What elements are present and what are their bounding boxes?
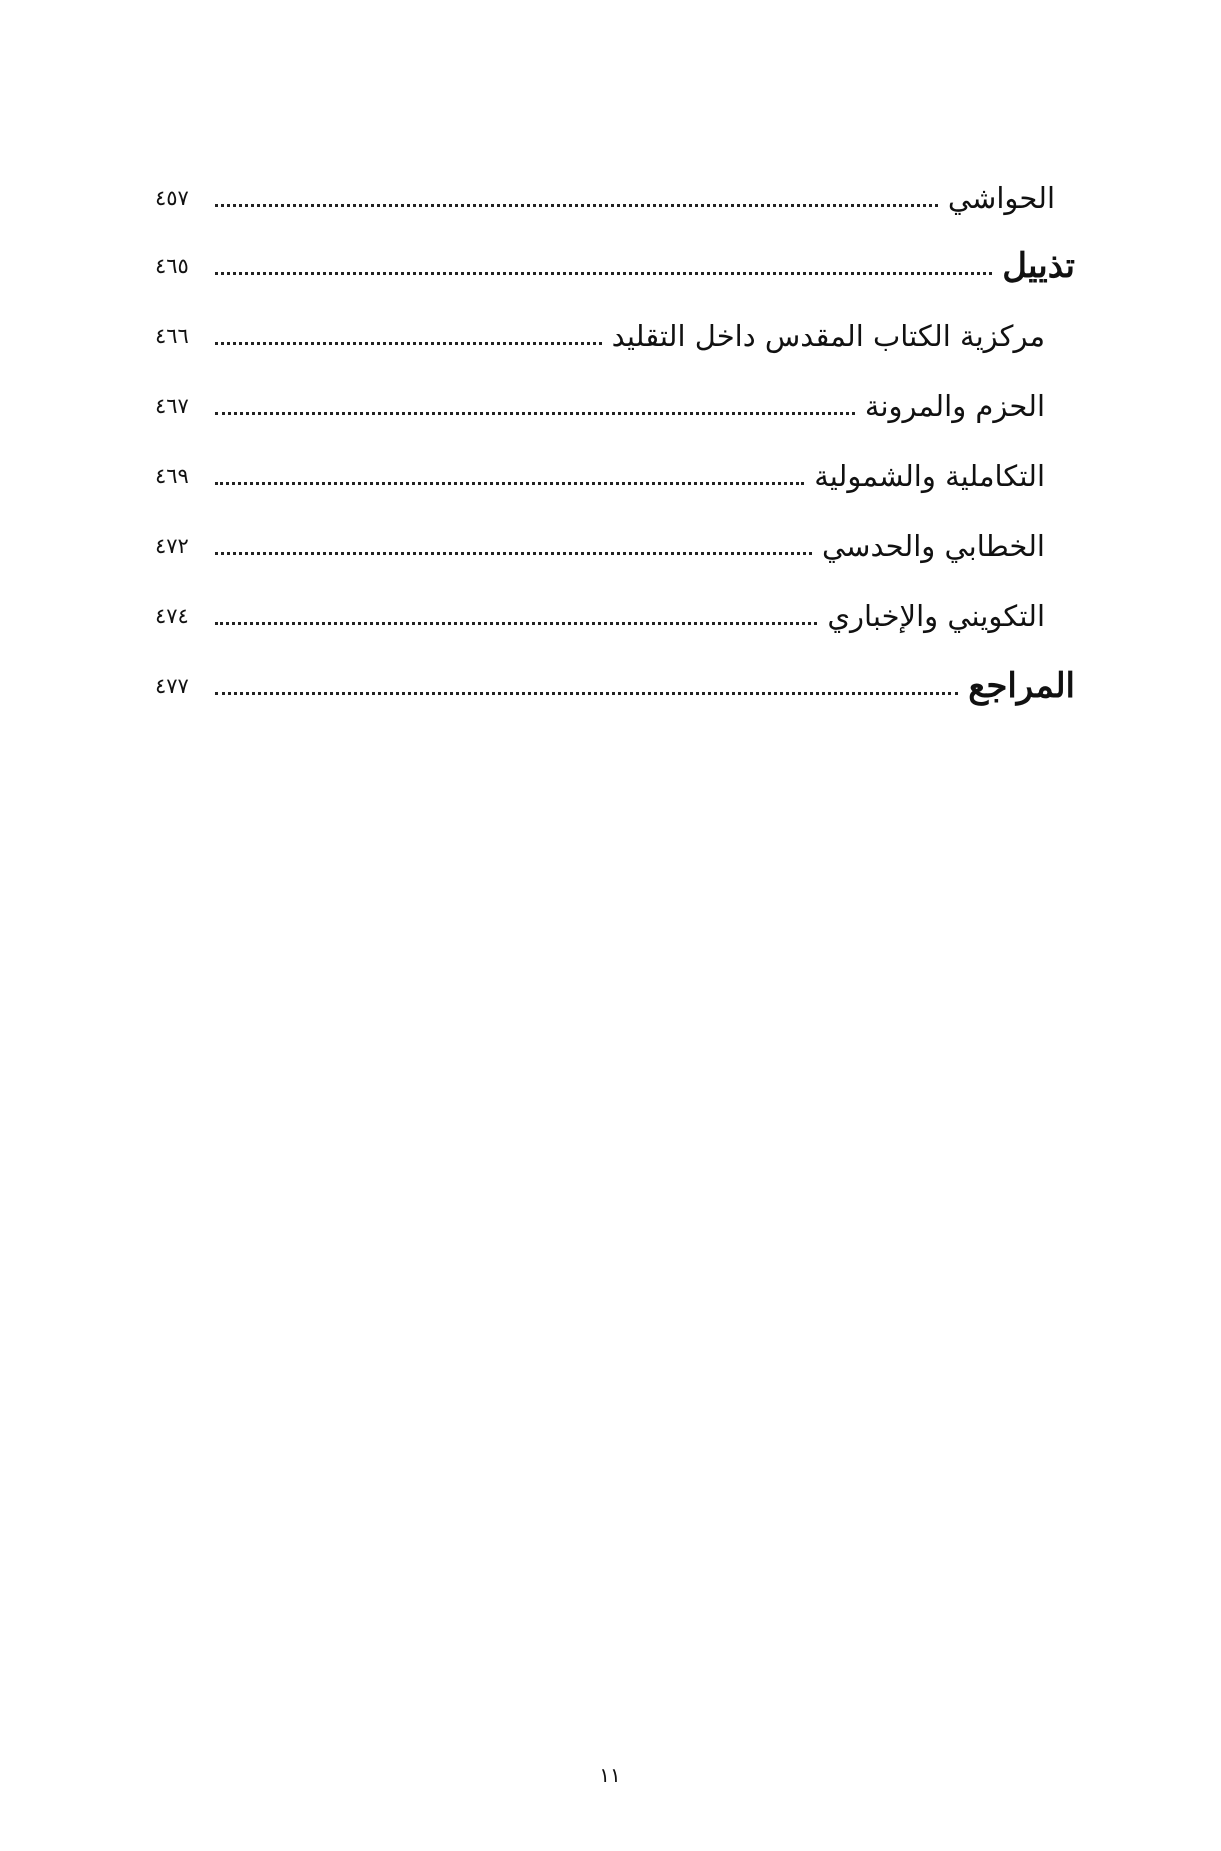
dot-leader: [215, 204, 938, 207]
toc-entry-bible-centrality: [155, 300, 1075, 356]
toc-entry-page: ٤٧٤: [155, 604, 189, 628]
toc-entry-footnotes: [155, 162, 1075, 218]
dot-leader: [215, 692, 958, 695]
toc-entry-label: تذييل: [1002, 246, 1075, 286]
toc-entry-page: ٤٦٦: [155, 324, 189, 348]
toc-entry-page: ٤٥٧: [155, 186, 189, 210]
toc-entry-page: ٤٦٧: [155, 394, 189, 418]
toc-entry-label: التكاملية والشمولية: [814, 459, 1045, 493]
toc-entry-page: ٤٧٧: [155, 674, 189, 698]
dot-leader: [215, 412, 855, 415]
dot-leader: [215, 622, 817, 625]
toc-entry-page: ٤٧٢: [155, 534, 189, 558]
toc-entry-firmness-flexibility: [155, 370, 1075, 426]
toc-entry-references: [155, 650, 1075, 706]
dot-leader: [215, 272, 992, 275]
toc-entry-label: الحزم والمرونة: [864, 389, 1045, 423]
dot-leader: [215, 552, 812, 555]
toc-entry-label: الحواشي: [947, 181, 1055, 215]
toc-entry-label: مركزية الكتاب المقدس داخل التقليد: [611, 319, 1045, 353]
toc-entry-page: ٤٦٩: [155, 464, 189, 488]
dot-leader: [215, 482, 804, 485]
toc-entry-appendix: [155, 230, 1075, 286]
page-number: ١١: [599, 1763, 621, 1787]
toc-entry-label: المراجع: [968, 666, 1075, 706]
toc-entry-rhetorical-intuitive: [155, 510, 1075, 566]
dot-leader: [215, 342, 602, 345]
toc-entry-label: الخطابي والحدسي: [821, 529, 1045, 563]
toc-entry-label: التكويني والإخباري: [827, 599, 1045, 633]
toc-entry-page: ٤٦٥: [155, 254, 189, 278]
toc-entry-integration-comprehensiveness: [155, 440, 1075, 496]
toc-entry-formative-informative: [155, 580, 1075, 636]
